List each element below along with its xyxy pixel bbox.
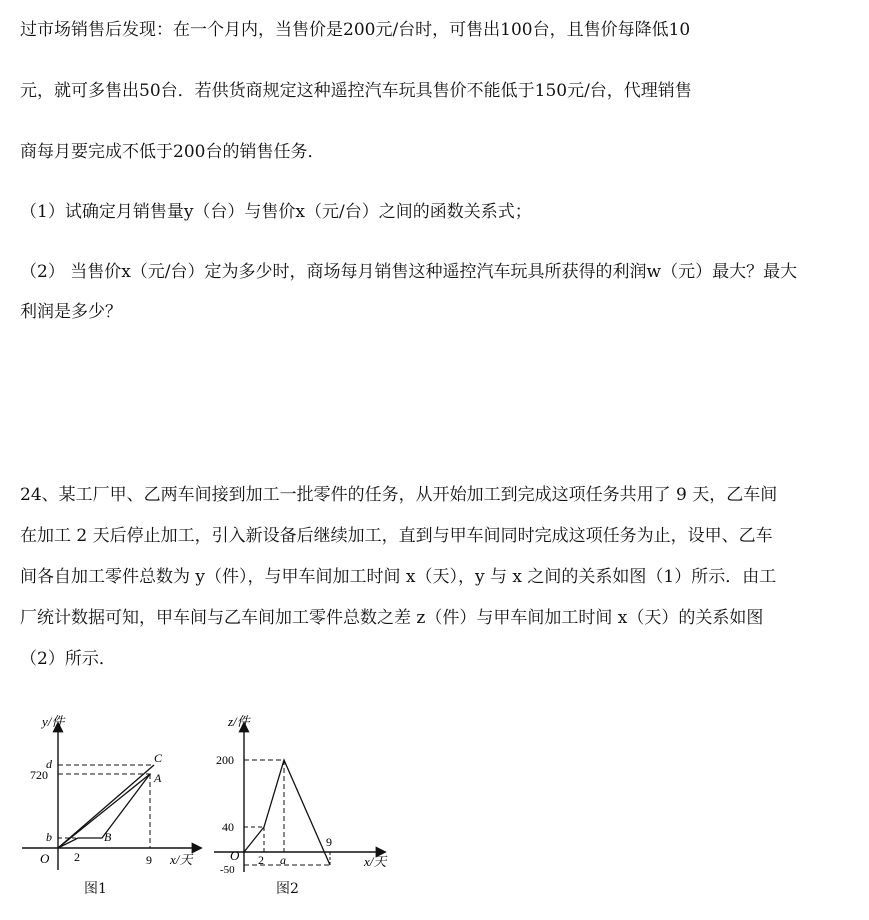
figure1-x-axis-label: x/天	[170, 852, 193, 867]
problem1-question1: （1）试确定月销售量y（台）与售价x（元/台）之间的函数关系式；	[20, 202, 532, 222]
problem1-question2: （2） 当售价x（元/台）定为多少时，商场每月销售这种遥控汽车玩具所获得的利润w（元）最大？最大	[20, 262, 798, 282]
problem24-line5: （2）所示．	[20, 649, 116, 669]
problem1-line1: 过市场销售后发现：在一个月内，当售价是200元/台时，可售出100台，且售价每降低10	[20, 20, 691, 40]
problem24-line1: 24、某工厂甲、乙两车间接到加工一批零件的任务，从开始加工到完成这项任务共用了 9 天，乙车间	[20, 485, 778, 505]
problem1-line2: 元，就可多售出50台．若供货商规定这种遥控汽车玩具售价不能低于150元/台，代理销售	[20, 81, 692, 101]
figure1-label-A: A	[154, 771, 162, 785]
figure2-y-axis-label: z/件	[228, 714, 250, 729]
figure2-line	[244, 760, 330, 865]
figure1-graph	[18, 708, 208, 878]
figure2-label-x2: 2	[258, 853, 264, 867]
figure1-label-C: C	[154, 751, 163, 765]
figure1-label-b: b	[46, 830, 52, 844]
problem1-line3: 商每月要完成不低于200台的销售任务．	[20, 142, 325, 162]
problem24-line4: 厂统计数据可知，甲车间与乙车间加工零件总数之差 z（件）与甲车间加工时间 x（天）的关系如图	[20, 608, 764, 628]
figure1-label-d: d	[46, 757, 52, 771]
figure2-graph	[208, 708, 398, 878]
problem24-line2: 在加工 2 天后停止加工，引入新设备后继续加工，直到与甲车间同时完成这项任务为止，设甲、乙车	[20, 526, 773, 546]
figure2-origin: O	[230, 848, 240, 863]
figure2-label-xa: a	[280, 853, 286, 867]
figure2-label-40: 40	[222, 820, 234, 834]
figure1-label-720: 720	[30, 768, 48, 782]
figure1-y-axis-label: y/件	[42, 714, 65, 729]
figure2-x-axis-label: x/天	[364, 854, 387, 869]
figure1-label-B: B	[104, 830, 112, 844]
figure2-label-x9: 9	[326, 835, 332, 849]
problem1-question2-cont: 利润是多少？	[20, 302, 122, 322]
figure2-label-neg50: -50	[220, 864, 235, 876]
figure1-label-x2: 2	[74, 850, 80, 864]
figure1-label-x9: 9	[146, 853, 152, 867]
figure1-origin: O	[40, 851, 50, 866]
figure2-label-200: 200	[216, 753, 234, 767]
figure2-caption: 图2	[276, 881, 299, 897]
problem24-line3: 间各自加工零件总数为 y（件），与甲车间加工时间 x（天），y 与 x 之间的关系如图（1）所示．由工	[20, 567, 777, 587]
figure1-caption: 图1	[84, 881, 107, 897]
